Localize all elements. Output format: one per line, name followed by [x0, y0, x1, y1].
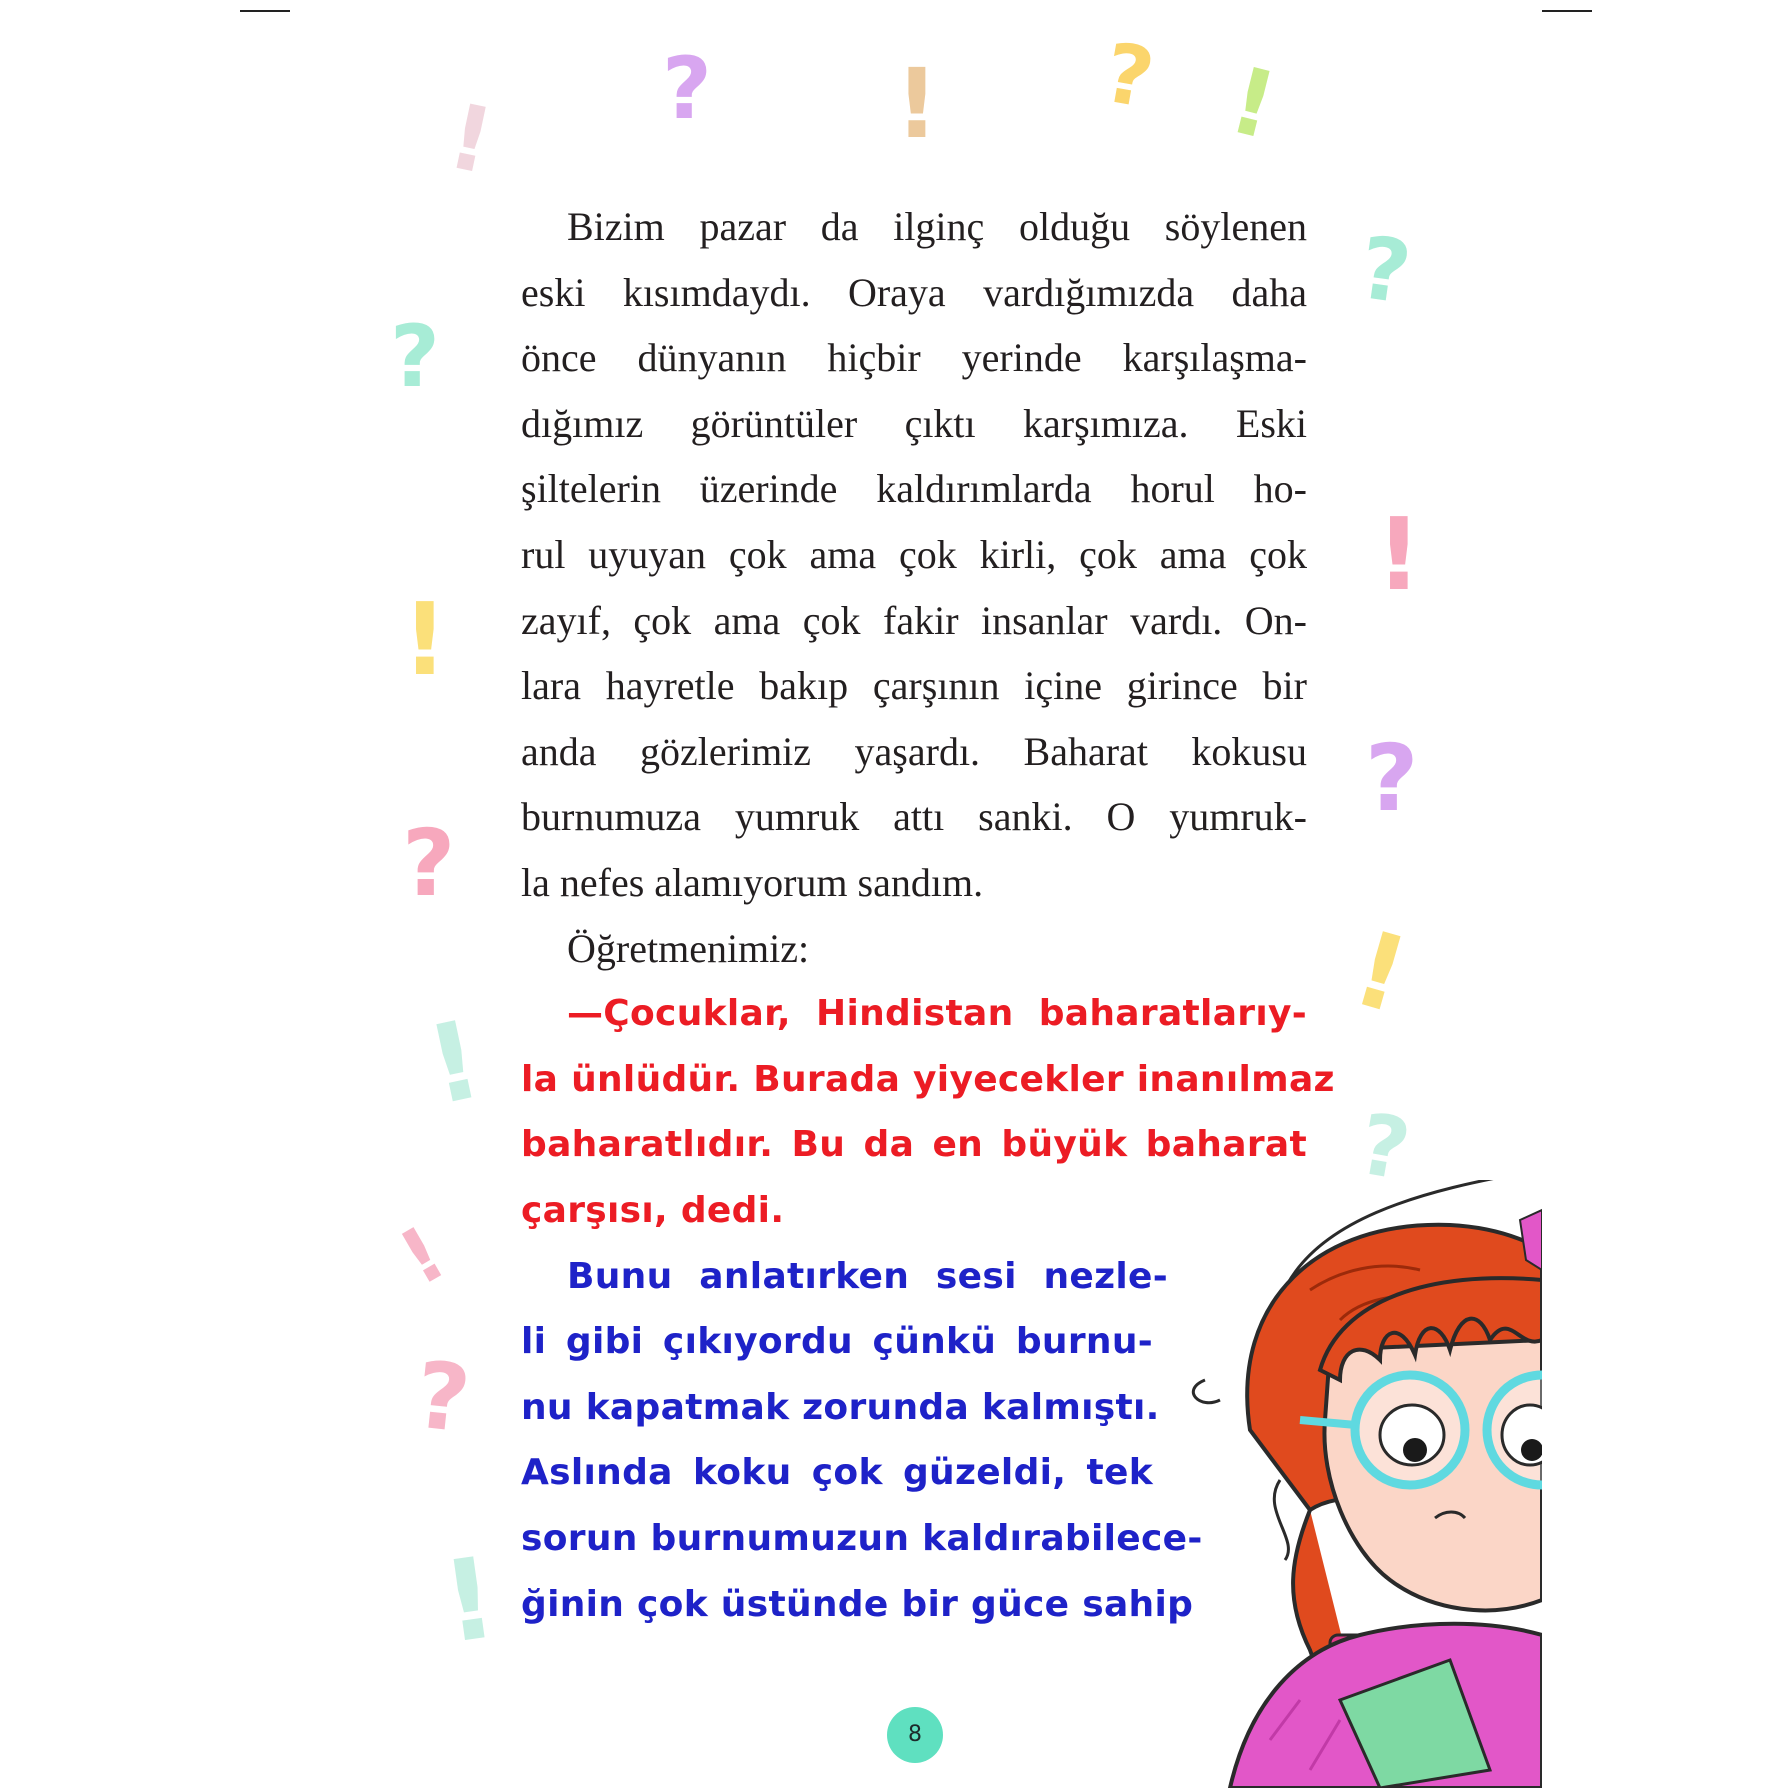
question-mark-decoration: ? [1365, 725, 1419, 832]
text-line: şiltelerin üzerinde kaldırımlarda horul ho- [521, 466, 1307, 512]
text-line: nu kapatmak zorunda kalmıştı. [521, 1386, 1160, 1428]
exclamation-mark-decoration: ! [895, 48, 939, 160]
exclamation-mark-decoration: ! [439, 83, 502, 196]
text-line: burnumuza yumruk attı sanki. O yumruk- [521, 794, 1307, 840]
pupil-right [1521, 1439, 1542, 1461]
question-mark-decoration: ? [402, 810, 456, 917]
exclamation-mark-decoration: ! [1219, 46, 1287, 161]
text-line: baharatlıdır. Bu da en büyük baharat [521, 1124, 1307, 1166]
pupil-left [1403, 1438, 1427, 1462]
text-line: —Çocuklar, Hindistan baharatlarıy- [567, 993, 1307, 1035]
question-mark-decoration: ? [1353, 218, 1417, 324]
text-line: anda gözlerimiz yaşardı. Baharat kokusu [521, 728, 1307, 774]
exclamation-mark-decoration: ! [384, 1208, 460, 1303]
crop-mark-left [240, 10, 290, 12]
handwritten-paragraph [521, 1244, 1203, 1638]
text-line: lara hayretle bakıp çarşının içine girince bir [521, 663, 1307, 709]
text-line: dığımız görüntüler çıktı karşımıza. Eski [521, 400, 1307, 446]
narration-paragraph [521, 194, 1307, 916]
text-line: önce dünyanın hiçbir yerinde karşılaşma- [521, 335, 1307, 381]
text-line: Bunu anlatırken sesi nezle- [567, 1255, 1168, 1297]
text-line: zayıf, çok ama çok fakir insanlar vardı. On- [521, 597, 1307, 643]
girl-illustration [1190, 1180, 1542, 1788]
exclamation-mark-decoration: ! [435, 1533, 504, 1669]
question-mark-decoration: ? [662, 39, 712, 139]
page-number-badge: 8 [887, 1707, 943, 1763]
question-mark-decoration: ? [1097, 25, 1161, 128]
text-line: eski kısımdaydı. Oraya vardığımızda daha [521, 269, 1307, 315]
text-line: Öğretmenimiz: [567, 925, 810, 971]
text-line: li gibi çıkıyordu çünkü burnu- [521, 1321, 1153, 1363]
text-line: çarşısı, dedi. [521, 1189, 785, 1231]
text-line: rul uyuyan çok ama çok kirli, çok ama çok [521, 531, 1307, 577]
crop-mark-right [1542, 10, 1592, 12]
question-mark-decoration: ? [1351, 1094, 1417, 1200]
text-line: la nefes alamıyorum sandım. [521, 859, 984, 905]
question-mark-decoration: ? [390, 307, 440, 407]
teacher-intro-paragraph [521, 916, 1307, 982]
exclamation-mark-decoration: ! [417, 997, 492, 1130]
text-line: la ünlüdür. Burada yiyecekler inanılmaz [521, 1058, 1335, 1100]
exclamation-mark-decoration: ! [1376, 496, 1422, 613]
hat-strand [1274, 1480, 1288, 1560]
text-line: Bizim pazar da ilginç olduğu söylenen [567, 204, 1307, 249]
hat-strand [1193, 1380, 1220, 1403]
exclamation-mark-decoration: ! [402, 581, 448, 698]
glasses-arm [1300, 1420, 1356, 1425]
question-mark-decoration: ? [410, 1341, 475, 1454]
text-line: Aslında koku çok güzeldi, tek [521, 1452, 1153, 1494]
text-line: sorun burnumuzun kaldırabilece- [521, 1517, 1203, 1559]
exclamation-mark-decoration: ! [1341, 906, 1421, 1038]
text-line: ğinin çok üstünde bir güce sahip [521, 1583, 1194, 1625]
